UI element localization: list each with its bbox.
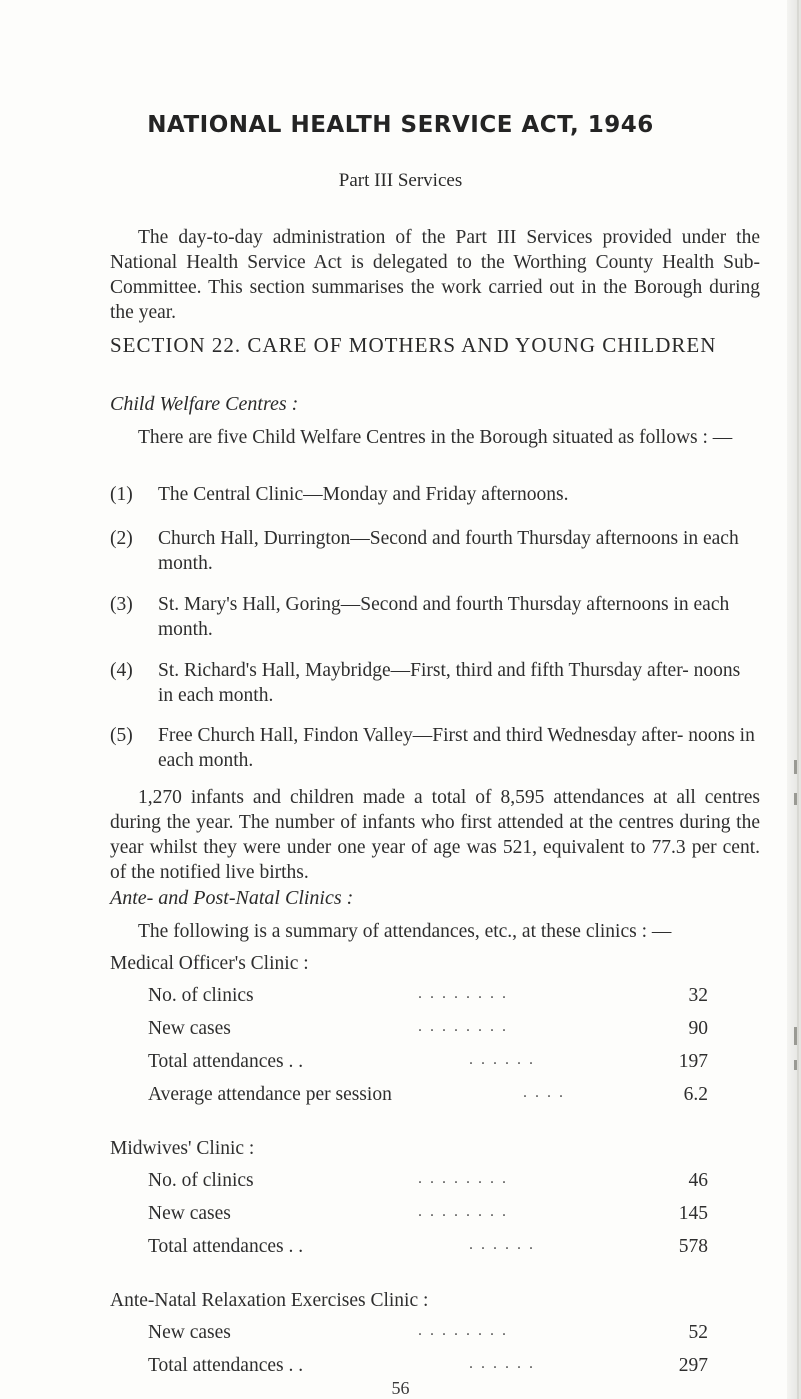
row-label: New cases: [148, 1018, 231, 1039]
list-text: St. Mary's Hall, Goring—Second and fourth Thursday afternoons in each month.: [158, 594, 730, 640]
table-row: [148, 1018, 708, 1044]
row-label: New cases: [148, 1203, 231, 1224]
child-welfare-lead: There are five Child Welfare Centres in the Borough situated as follows : —: [138, 427, 733, 448]
row-label: Total attendances . .: [148, 1355, 304, 1376]
table-row: [148, 1084, 708, 1110]
row-label: No. of clinics: [148, 1170, 254, 1191]
row-leader: . . . . . .: [469, 1236, 535, 1253]
list-text: St. Richard's Hall, Maybridge—First, third and fifth Thursday after- noons in each month.: [158, 660, 741, 706]
list-number: (1): [110, 484, 133, 505]
list-text: Church Hall, Durrington—Second and fourth Thursday afternoons in each month.: [158, 528, 739, 574]
list-text: The Central Clinic—Monday and Friday afternoons.: [158, 484, 569, 505]
edge-mark: [794, 1027, 797, 1045]
row-leader: . . . .: [523, 1084, 565, 1101]
table-row: [148, 1051, 708, 1077]
table-row: [148, 985, 708, 1011]
table-row: [148, 1322, 708, 1348]
row-value: 52: [688, 1322, 708, 1343]
row-leader: . . . . . .: [469, 1051, 535, 1068]
relaxation-clinic-label: Ante-Natal Relaxation Exercises Clinic :: [110, 1290, 429, 1311]
row-leader: . . . . . . . .: [418, 1322, 508, 1339]
row-leader: . . . . . .: [469, 1355, 535, 1372]
page-edge-shadow: [797, 0, 799, 1399]
list-number: (2): [110, 528, 133, 549]
row-leader: . . . . . . . .: [418, 985, 508, 1002]
row-value: 6.2: [683, 1084, 708, 1105]
section-heading: SECTION 22. CARE OF MOTHERS AND YOUNG CHILDREN: [110, 333, 717, 357]
list-number: (5): [110, 725, 133, 746]
edge-mark: [794, 1060, 797, 1070]
ante-post-natal-lead: The following is a summary of attendances, etc., at these clinics : —: [138, 921, 672, 942]
row-leader: . . . . . . . .: [418, 1018, 508, 1035]
edge-mark: [794, 760, 797, 774]
medical-officer-clinic-label: Medical Officer's Clinic :: [110, 953, 309, 974]
edge-mark: [794, 793, 797, 805]
row-value: 197: [678, 1051, 708, 1072]
row-label: Total attendances . .: [148, 1236, 304, 1257]
row-leader: . . . . . . . .: [418, 1203, 508, 1220]
table-row: [148, 1236, 708, 1262]
page-number: 56: [391, 1378, 410, 1398]
child-welfare-heading: Child Welfare Centres :: [110, 393, 299, 415]
row-label: Total attendances . .: [148, 1051, 304, 1072]
row-value: 46: [688, 1170, 708, 1191]
row-label: New cases: [148, 1322, 231, 1343]
midwives-clinic-label: Midwives' Clinic :: [110, 1138, 255, 1159]
ante-post-natal-heading: Ante- and Post-Natal Clinics :: [110, 887, 354, 909]
list-text: Free Church Hall, Findon Valley—First and third Wednesday after- noons in each month.: [158, 725, 755, 771]
row-leader: . . . . . . . .: [418, 1170, 508, 1187]
intro-paragraph: The day-to-day administration of the Part III Services provided under the National Health Service Act is delegated to the Worthing County Health Sub-Committee. This section summarises the work carried out in the Borough during the year.: [110, 227, 760, 323]
row-value: 32: [688, 985, 708, 1006]
row-value: 145: [678, 1203, 708, 1224]
attendance-summary: 1,270 infants and children made a total of 8,595 attendances at all centres during the year. The number of infants who first attended at the centres during the year whilst they were under one year of age was 521, equivalent to 77.3 per cent. of the notified live births.: [110, 787, 760, 883]
row-label: Average attendance per session: [148, 1084, 392, 1105]
list-number: (3): [110, 594, 133, 615]
list-number: (4): [110, 660, 133, 681]
page-subtitle: Part III Services: [338, 170, 463, 191]
page-title: NATIONAL HEALTH SERVICE ACT, 1946: [147, 112, 654, 138]
row-value: 90: [688, 1018, 708, 1039]
table-row: [148, 1170, 708, 1196]
row-value: 297: [678, 1355, 708, 1376]
table-row: [148, 1203, 708, 1229]
row-value: 578: [678, 1236, 708, 1257]
row-label: No. of clinics: [148, 985, 254, 1006]
